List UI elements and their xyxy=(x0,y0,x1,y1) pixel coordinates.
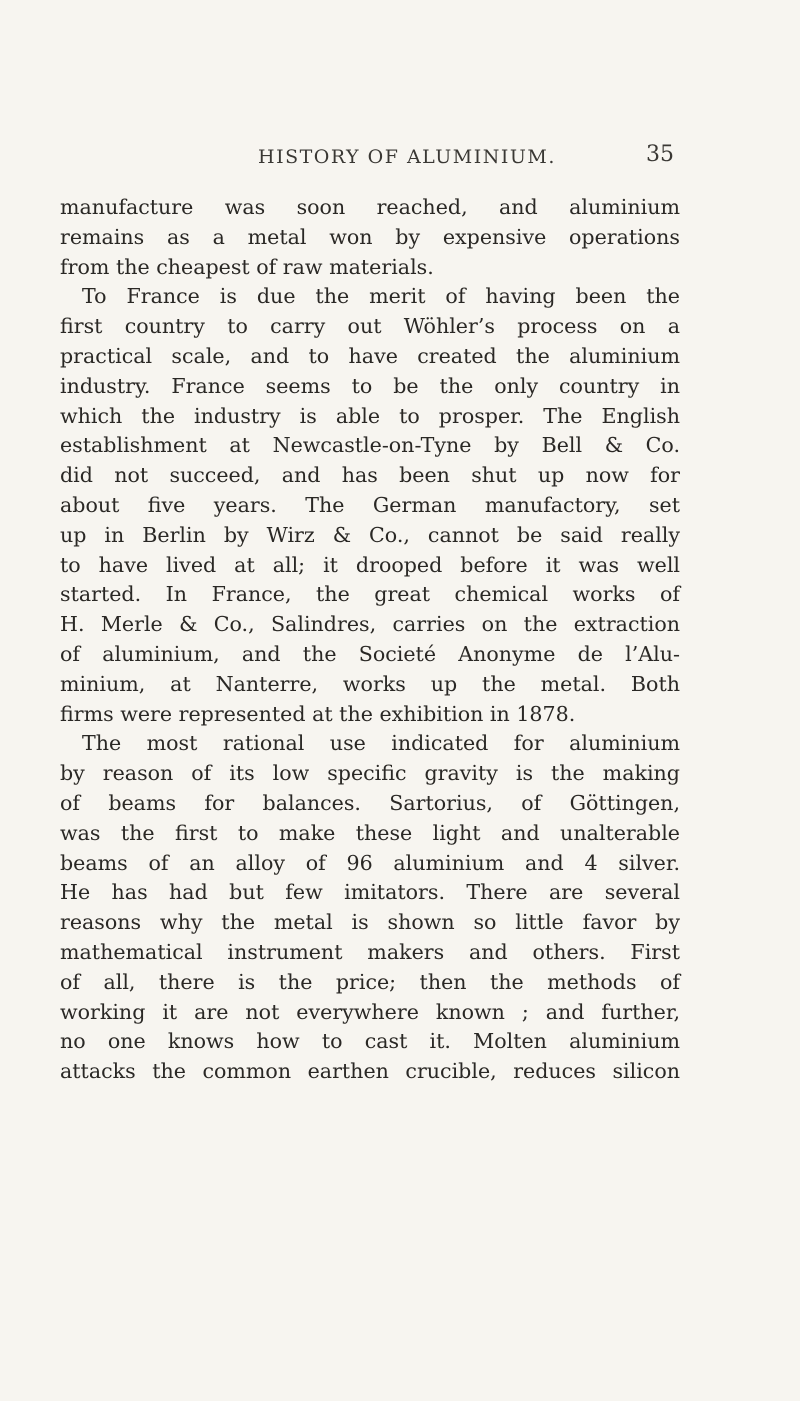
text-line: of all, there is the price; then the methods of xyxy=(60,969,680,994)
text-line: remains as a metal won by expensive operations xyxy=(60,224,680,249)
page-header xyxy=(0,142,800,176)
text-line: about five years. The German manufactory, set xyxy=(60,492,680,517)
page-number: 35 xyxy=(646,142,674,167)
running-title: HISTORY OF ALUMINIUM. xyxy=(258,146,556,168)
text-line: manufacture was soon reached, and aluminium xyxy=(60,195,680,219)
text-line: did not succeed, and has been shut up now for xyxy=(60,463,680,488)
text-line: H. Merle & Co., Salindres, carries on the extraction xyxy=(60,612,680,637)
text-line: attacks the common earthen crucible, reduces silicon xyxy=(60,1059,680,1084)
text-line: He has had but few imitators. There are several xyxy=(60,880,680,905)
text-line: The most rational use indicated for aluminium xyxy=(82,731,680,756)
text-line: first country to carry out Wöhler’s process on a xyxy=(60,314,680,339)
text-line: started. In France, the great chemical works of xyxy=(60,582,680,607)
text-line: working it are not everywhere known ; and further, xyxy=(60,999,680,1024)
text-line: up in Berlin by Wirz & Co., cannot be said really xyxy=(60,522,680,547)
text-line: minium, at Nanterre, works up the metal. Both xyxy=(60,671,680,696)
text-line: beams of an alloy of 96 aluminium and 4 silver. xyxy=(60,850,680,875)
text-line: no one knows how to cast it. Molten aluminium xyxy=(60,1029,680,1054)
text-line: to have lived at all; it drooped before it was well xyxy=(60,552,680,577)
text-line: establishment at Newcastle-on-Tyne by Bell & Co. xyxy=(60,433,680,458)
text-line: of aluminium, and the Societé Anonyme de l’Alu- xyxy=(60,641,680,666)
text-line: reasons why the metal is shown so little favor by xyxy=(60,910,680,935)
body-text xyxy=(60,193,680,1087)
text-line: which the industry is able to prosper. The English xyxy=(60,403,680,428)
text-line: of beams for balances. Sartorius, of Göttingen, xyxy=(60,790,680,815)
text-line: from the cheapest of raw materials. xyxy=(60,254,434,279)
text-line: industry. France seems to be the only country in xyxy=(60,373,680,398)
text-line: firms were represented at the exhibition in 1878. xyxy=(60,701,576,726)
text-line: To France is due the merit of having been the xyxy=(82,284,680,309)
text-line: was the first to make these light and unalterable xyxy=(60,820,680,845)
text-line: practical scale, and to have created the aluminium xyxy=(60,343,680,368)
text-line: by reason of its low specific gravity is the making xyxy=(60,761,680,786)
text-line: mathematical instrument makers and others. First xyxy=(60,939,680,964)
